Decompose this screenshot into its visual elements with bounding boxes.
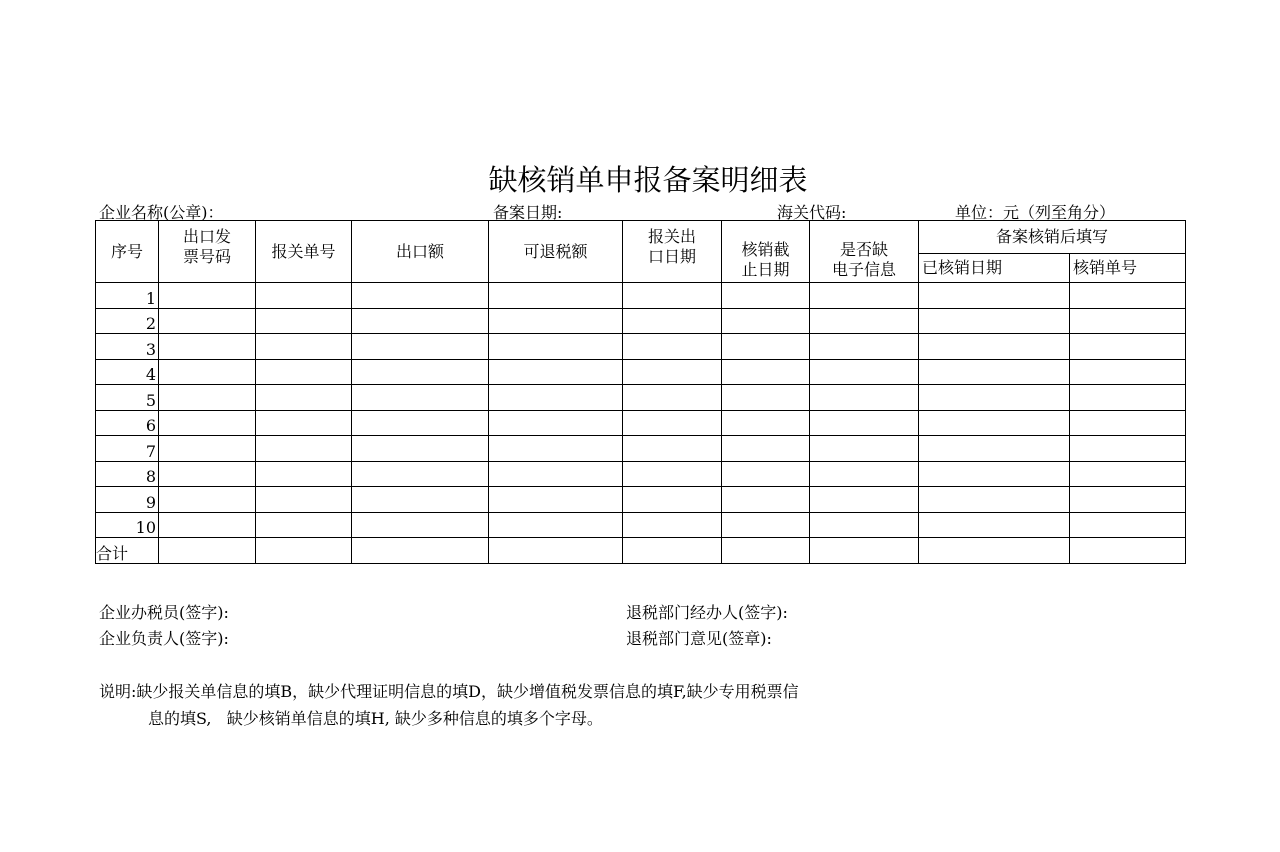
responsible-signature-label: 企业负责人(签字): [99,629,229,648]
table-cell[interactable] [159,410,256,436]
table-row [96,283,1186,309]
table-cell[interactable] [722,461,810,487]
table-cell[interactable] [352,410,489,436]
table-cell[interactable] [159,283,256,309]
header-deadline: 核销截 止日期 [722,221,810,283]
table-cell[interactable] [489,359,623,385]
header-seq: 序号 [96,221,159,283]
table-cell[interactable] [159,359,256,385]
note-line-1: 说明:缺少报关单信息的填B，缺少代理证明信息的填D，缺少增值税发票信息的填F,缺少专用税票信 [99,682,799,701]
table-cell[interactable] [489,538,623,564]
table-cell[interactable] [1070,308,1186,334]
table-cell[interactable] [352,436,489,462]
table-cell[interactable] [256,461,352,487]
table-cell[interactable] [489,334,623,360]
table-cell[interactable] [352,308,489,334]
table-cell[interactable] [352,461,489,487]
table-cell[interactable] [810,538,919,564]
table-cell[interactable] [256,538,352,564]
table-cell[interactable] [159,538,256,564]
table-cell[interactable] [352,283,489,309]
table-cell[interactable] [159,385,256,411]
table-cell[interactable] [810,512,919,538]
table-row [96,308,1186,334]
table-cell[interactable] [1070,461,1186,487]
row-number: 5 [96,385,159,411]
row-number: 10 [96,512,159,538]
table-cell[interactable] [810,283,919,309]
table-cell[interactable] [623,410,722,436]
dept-opinion-label: 退税部门意见(签章): [626,629,772,648]
table-cell[interactable] [1070,410,1186,436]
table-cell[interactable] [489,308,623,334]
table-cell[interactable] [919,283,1070,309]
table-cell[interactable] [722,283,810,309]
table-cell[interactable] [352,487,489,513]
table-cell[interactable] [623,461,722,487]
total-label: 合计 [96,538,159,564]
table-cell[interactable] [919,461,1070,487]
note-line-2: 息的填S, 缺少核销单信息的填H, 缺少多种信息的填多个字母。 [148,709,603,728]
customs-code-label: 海关代码: [777,203,847,222]
table-cell[interactable] [159,487,256,513]
detail-table [95,220,1186,564]
header-export-amount: 出口额 [352,221,489,283]
table-cell[interactable] [159,512,256,538]
table-cell[interactable] [256,512,352,538]
row-number: 3 [96,334,159,360]
table-cell[interactable] [489,487,623,513]
row-number: 9 [96,487,159,513]
dept-handler-signature-label: 退税部门经办人(签字): [626,603,788,622]
table-cell[interactable] [1070,283,1186,309]
table-cell[interactable] [722,359,810,385]
table-cell[interactable] [623,487,722,513]
table-cell[interactable] [256,283,352,309]
table-cell[interactable] [919,359,1070,385]
header-group-after-filing: 备案核销后填写 [919,221,1186,254]
header-refundable-tax: 可退税额 [489,221,623,283]
row-number: 2 [96,308,159,334]
table-row [96,334,1186,360]
table-cell[interactable] [810,461,919,487]
table-cell[interactable] [810,308,919,334]
table-cell[interactable] [623,512,722,538]
table-cell[interactable] [1070,487,1186,513]
header-export-date: 报关出 口日期 [623,221,722,283]
table-cell[interactable] [722,385,810,411]
filing-date-label: 备案日期: [493,203,563,222]
table-cell[interactable] [810,487,919,513]
table-cell[interactable] [1070,538,1186,564]
header-declaration-no: 报关单号 [256,221,352,283]
table-cell[interactable] [256,308,352,334]
table-cell[interactable] [722,334,810,360]
table-cell[interactable] [722,410,810,436]
table-cell[interactable] [623,283,722,309]
table-cell[interactable] [722,487,810,513]
table-cell[interactable] [623,385,722,411]
table-cell[interactable] [489,410,623,436]
table-cell[interactable] [919,487,1070,513]
table-cell[interactable] [352,359,489,385]
table-cell[interactable] [919,334,1070,360]
table-cell[interactable] [1070,334,1186,360]
unit-label: 单位：元（列至角分） [955,203,1116,222]
table-cell[interactable] [919,538,1070,564]
table-cell[interactable] [722,308,810,334]
table-cell[interactable] [810,385,919,411]
table-cell[interactable] [1070,436,1186,462]
table-cell[interactable] [919,436,1070,462]
table-row [96,359,1186,385]
table-cell[interactable] [489,385,623,411]
table-cell[interactable] [256,487,352,513]
table-cell[interactable] [810,334,919,360]
row-number: 8 [96,461,159,487]
table-cell[interactable] [352,538,489,564]
table-cell[interactable] [159,308,256,334]
table-cell[interactable] [159,436,256,462]
table-cell[interactable] [810,359,919,385]
table-cell[interactable] [489,512,623,538]
table-cell[interactable] [256,410,352,436]
table-cell[interactable] [352,334,489,360]
table-cell[interactable] [722,436,810,462]
table-cell[interactable] [623,334,722,360]
table-cell[interactable] [810,410,919,436]
table-cell[interactable] [623,359,722,385]
table-row [96,436,1186,462]
row-number: 6 [96,410,159,436]
table-cell[interactable] [256,334,352,360]
table-cell[interactable] [722,538,810,564]
header-verification-no: 核销单号 [1070,254,1186,283]
table-row [96,512,1186,538]
table-cell[interactable] [352,512,489,538]
table-cell[interactable] [810,436,919,462]
table-cell[interactable] [256,359,352,385]
tax-clerk-signature-label: 企业办税员(签字): [99,603,229,622]
table-cell[interactable] [489,461,623,487]
table-row [96,461,1186,487]
table-row [96,487,1186,513]
table-cell[interactable] [919,308,1070,334]
page-title: 缺核销单申报备案明细表 [488,163,808,197]
table-cell[interactable] [919,410,1070,436]
table-row [96,410,1186,436]
table-cell[interactable] [352,385,489,411]
row-number: 1 [96,283,159,309]
table-cell[interactable] [623,436,722,462]
table-cell[interactable] [159,461,256,487]
header-missing-info: 是否缺 电子信息 [810,221,919,283]
header-verified-date: 已核销日期 [919,254,1070,283]
table-row [96,385,1186,411]
total-row [96,538,1186,564]
row-number: 4 [96,359,159,385]
table-cell[interactable] [919,385,1070,411]
table-cell[interactable] [489,283,623,309]
table-cell[interactable] [256,385,352,411]
table-cell[interactable] [256,436,352,462]
table-cell[interactable] [159,334,256,360]
table-cell[interactable] [1070,359,1186,385]
company-name-label: 企业名称(公章)： [99,203,224,222]
table-cell[interactable] [1070,512,1186,538]
table-cell[interactable] [722,512,810,538]
table-cell[interactable] [623,538,722,564]
table-cell[interactable] [623,308,722,334]
table-cell[interactable] [489,436,623,462]
row-number: 7 [96,436,159,462]
table-cell[interactable] [919,512,1070,538]
header-invoice-no: 出口发 票号码 [159,221,256,283]
table-cell[interactable] [1070,385,1186,411]
